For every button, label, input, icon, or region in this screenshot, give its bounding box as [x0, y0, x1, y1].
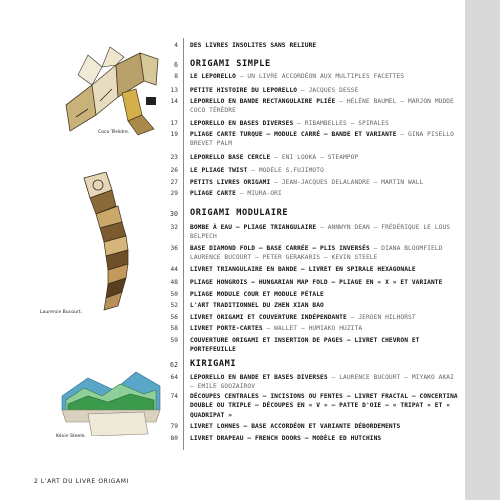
toc-entry — [190, 422, 458, 431]
toc-entry-title: LIVRET PORTE-CARTES — [190, 325, 263, 332]
caption-top: Coco Térèdre. — [98, 130, 130, 135]
toc-page-number: 48 — [170, 279, 178, 286]
toc-entry-title: ORIGAMI SIMPLE — [190, 59, 271, 69]
toc-page-number: 52 — [170, 302, 178, 309]
toc-page-number: 32 — [170, 224, 178, 231]
toc-section-title — [190, 59, 458, 70]
toc-entry — [190, 223, 458, 242]
toc-entry — [190, 313, 458, 322]
toc-page-number: 36 — [170, 245, 178, 252]
toc-entry-title: LEPORELLO BASE CERCLE — [190, 154, 271, 161]
toc-entry-title: PETITS LIVRES ORIGAMI — [190, 179, 271, 186]
page-footer: 2 L'ART DU LIVRE ORIGAMI — [34, 478, 129, 485]
toc-entry-subtitle: – UN LIVRE ACCORDÉON AUX MULTIPLES FACETTES — [235, 73, 405, 80]
toc-entry-subtitle: – JACQUES DESSE — [297, 87, 359, 94]
toc-page-number: 19 — [170, 131, 178, 138]
toc-page-number: 56 — [170, 314, 178, 321]
toc-page-number: 8 — [174, 73, 178, 80]
toc-entry-title: LE PLIAGE TWIST — [190, 167, 248, 174]
toc-entry-subtitle: – ANNWYN DEAN – FRÉDÉRIQUE LE LOUS BELPECH — [190, 224, 451, 241]
toc-page-number: 26 — [170, 167, 178, 174]
toc-entry-title: KIRIGAMI — [190, 359, 237, 369]
toc-entry-subtitle: – GINA PISELLO BREVET PALM — [190, 131, 454, 148]
toc-section-title — [190, 208, 458, 219]
toc-entry-title: PETITE HISTOIRE DU LEPORELLO — [190, 87, 298, 94]
toc-page-number: 13 — [170, 87, 178, 94]
toc-entry-title: COUVERTURE ORIGAMI ET INSERTION DE PAGES – LIVRET CHEVRON ET PORTEFEUILLE — [190, 337, 420, 354]
toc-page-number: 27 — [170, 179, 178, 186]
toc-entry-title: LE LEPORELLO — [190, 73, 236, 80]
toc-entry — [190, 189, 458, 198]
toc-entry — [190, 72, 458, 81]
toc-page-number: 62 — [170, 361, 178, 369]
toc-entry — [190, 373, 458, 392]
toc-page-number: 79 — [170, 423, 178, 430]
toc-page-number: 44 — [170, 266, 178, 273]
toc-page-number: 29 — [170, 190, 178, 197]
toc-section-title — [190, 359, 458, 370]
toc-entry-subtitle: – RIBAMBELLES – SPIRALES — [293, 120, 389, 127]
toc-entry-title: PLIAGE MODULE COUR ET MODULE PÉTALE — [190, 291, 324, 298]
toc-entry — [190, 41, 458, 50]
toc-entry-title: LIVRET TRIANGULAIRE EN BANDE – LIVRET EN SPIRALE HEXAGONALE — [190, 266, 416, 273]
toc-entry-title: L'ART TRADITIONNEL DU ZHEN XIAN BAO — [190, 302, 324, 309]
toc-page-number: 23 — [170, 154, 178, 161]
toc-entry-title: BOMBE À EAU – PLIAGE TRIANGULAIRE — [190, 224, 317, 231]
toc-entry-title: LEPORELLO EN BANDE RECTANGULAIRE PLIÉE — [190, 98, 336, 105]
toc-entry — [190, 97, 458, 116]
caption-middle: Laurence Bucourt. — [40, 310, 83, 315]
toc-entry-subtitle: – MODÈLE S.FUJIMOTO — [247, 167, 324, 174]
toc-entry — [190, 130, 458, 149]
toc-entry — [190, 324, 458, 333]
toc-entry — [190, 265, 458, 274]
toc-entry-subtitle: – HÉLÈNE BAUMEL – MARJON MUDDE COCO TÉRÈDRE — [190, 98, 454, 115]
toc-entry — [190, 86, 458, 95]
toc-entry-title: DES LIVRES INSOLITES SANS RELIURE — [190, 42, 317, 49]
toc-entry-title: PLIAGE CARTE TURQUE – MODULE CARRÉ – BANDE ET VARIANTE — [190, 131, 397, 138]
toc-page-number: 4 — [174, 42, 178, 49]
page-edge-gray — [465, 0, 500, 500]
toc-entry-title: ORIGAMI MODULAIRE — [190, 208, 289, 218]
toc-entry — [190, 392, 458, 420]
toc-entry — [190, 178, 458, 187]
toc-page-number: 74 — [170, 393, 178, 400]
toc-entry-title: LEPORELLO EN BANDE ET BASES DIVERSES — [190, 374, 328, 381]
toc-entry — [190, 166, 458, 175]
toc-entry-title: LEPORELLO EN BASES DIVERSES — [190, 120, 294, 127]
toc-entry-subtitle: – DIANA BLOOMFIELD LAURENCE BUCOURT – PETER GERAKARIS – KEVIN STEELE — [190, 245, 443, 262]
toc-entry-title: LIVRET LOHNES – BASE ACCORDÉON ET VARIANTE DÉBORDEMENTS — [190, 423, 401, 430]
toc-entry — [190, 153, 458, 162]
toc-page-number: 80 — [170, 435, 178, 442]
toc-entry — [190, 434, 458, 443]
toc-page-number: 58 — [170, 325, 178, 332]
toc-entry-title: PLIAGE CARTE — [190, 190, 236, 197]
toc-entry-subtitle: – JEAN-JACQUES DELALANDRE – MARTIN WALL — [270, 179, 424, 186]
toc-entry-subtitle: – MIURA-ORI — [235, 190, 282, 197]
toc-page-number: 59 — [170, 337, 178, 344]
toc-entry — [190, 336, 458, 355]
toc-entry — [190, 119, 458, 128]
toc-entry — [190, 244, 458, 263]
toc-entry-subtitle: – LAURENCE BUCOURT – MIYAKO AKAI – EMILE GOOZAIROV — [190, 374, 454, 391]
toc-entry-title: LIVRET ORIGAMI ET COUVERTURE INDÉPENDANTE — [190, 314, 347, 321]
toc-entry — [190, 278, 458, 287]
toc-page-number: 17 — [170, 120, 178, 127]
toc-entry-subtitle: – ENI LOOKA – STEAMPOP — [270, 154, 359, 161]
toc-entry — [190, 290, 458, 299]
caption-bottom: Kévin Steele. — [56, 434, 86, 439]
toc-page-number: 50 — [170, 291, 178, 298]
toc-entry-title: DÉCOUPES CENTRALES – INCISIONS OU FENTES – LIVRET FRACTAL – CONCERTINA DOUBLE OU TRIPLE – DÉCOUPES EN « V » – PATTE D'OIE – « TRIPAT » ET « QUADRIPAT » — [190, 393, 458, 419]
toc-page-number: 6 — [174, 61, 178, 69]
toc-page-number: 14 — [170, 98, 178, 105]
toc-entry-subtitle: – JEROEN HILHORST — [346, 314, 416, 321]
toc-page-number: 30 — [170, 210, 178, 218]
toc-entry — [190, 301, 458, 310]
toc-entry-title: LIVRET DRAPEAU – FRENCH DOORS – MODÈLE ED HUTCHINS — [190, 435, 382, 442]
toc-page-number: 64 — [170, 374, 178, 381]
toc-entry-subtitle: – WALLET – HUMIAKO HUZITA — [262, 325, 363, 332]
toc-entry-title: PLIAGE HONGROIS – HUNGARIAN MAP FOLD – PLIAGE EN « X » ET VARIANTE — [190, 279, 443, 286]
toc-entry-title: BASE DIAMOND FOLD – BASE CARRÉE – PLIS INVERSÉS — [190, 245, 370, 252]
